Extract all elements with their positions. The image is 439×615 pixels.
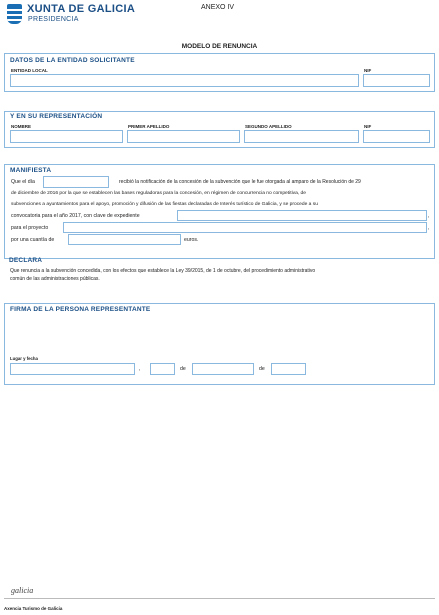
name-field[interactable] [10, 130, 123, 143]
comma-1: , [428, 213, 430, 219]
manifiesta-line-4: convocatoria para el año 2017, con clave de expediente [11, 213, 140, 219]
para-proyecto-text: para el proyecto [11, 225, 49, 231]
place-date-label: Lugar y fecha [10, 356, 38, 361]
manifiesta-line-3: subvenciones a ayuntamientos para el apoyo, promoción y difusión de las fiestas declaradas de Interés turístico de Galicia, y se procede a su [11, 202, 318, 207]
amount-field[interactable] [68, 234, 181, 245]
year-field[interactable] [271, 363, 306, 375]
manifiesta-line-2: de diciembre de 2016 por la que se establecen las bases reguladoras para la concesión, en régimen de concurrencia no competitiva, de [11, 191, 306, 196]
entity-nif-field[interactable] [363, 74, 430, 87]
section-entity-title: DATOS DE LA ENTIDAD SOLICITANTE [10, 57, 135, 64]
month-field[interactable] [192, 363, 254, 375]
project-field[interactable] [63, 222, 430, 233]
second-surname-label: SEGUNDO APELLIDO [245, 124, 292, 129]
declara-line-2: común de las administraciones públicas. [10, 276, 100, 282]
entity-label: ENTIDAD LOCAL [11, 68, 48, 73]
cuantia-text: por una cuantía de [11, 237, 55, 243]
galicia-logo: galicia [11, 586, 34, 595]
place-field[interactable] [10, 363, 135, 375]
second-surname-field[interactable] [244, 130, 359, 143]
place-comma: , [139, 366, 141, 372]
manifiesta-title: MANIFIESTA [10, 167, 52, 174]
annex-label: ANEXO IV [201, 4, 235, 11]
de-text-1: de [180, 366, 186, 372]
declara-title: DECLARA [9, 257, 43, 264]
first-surname-label: PRIMER APELLIDO [128, 124, 170, 129]
section-entity [4, 53, 435, 92]
day-field[interactable] [150, 363, 175, 375]
que-el-dia-text: Que el día [11, 179, 35, 185]
form-title: MODELO DE RENUNCIA [181, 43, 258, 50]
org-subtitle: PRESIDENCIA [28, 16, 79, 23]
declara-line-1: Que renuncia a la subvención concedida, con los efectos que establece la Ley 39/2015, de 1 de octubre, del procedimiento administrativo [10, 268, 316, 274]
org-title: XUNTA DE GALICIA [27, 3, 136, 15]
comma-2: , [428, 225, 430, 231]
section-representative [4, 111, 435, 148]
entity-nif-label: NIF [364, 68, 372, 73]
agency-name: Axencia Turismo de Galicia [4, 606, 63, 611]
entity-field[interactable] [10, 74, 359, 87]
notification-date-field[interactable] [43, 176, 109, 188]
rep-nif-label: NIF [364, 124, 372, 129]
rep-nif-field[interactable] [363, 130, 430, 143]
manifiesta-line-1: recibió la notificación de la concesión de la subvención que le fue otorgada al amparo de la Resolución de 29 [119, 179, 361, 185]
name-label: NOMBRE [11, 124, 31, 129]
section-signature [4, 303, 435, 385]
first-surname-field[interactable] [127, 130, 240, 143]
xunta-logo-icon [7, 4, 22, 24]
euros-text: euros. [184, 237, 199, 243]
section-representative-title: Y EN SU REPRESENTACIÓN [10, 113, 103, 120]
signature-title: FIRMA DE LA PERSONA REPRESENTANTE [10, 306, 151, 313]
section-manifiesta [4, 164, 435, 259]
expedient-key-field[interactable] [177, 210, 430, 221]
footer-divider [4, 598, 435, 599]
de-text-2: de [259, 366, 265, 372]
